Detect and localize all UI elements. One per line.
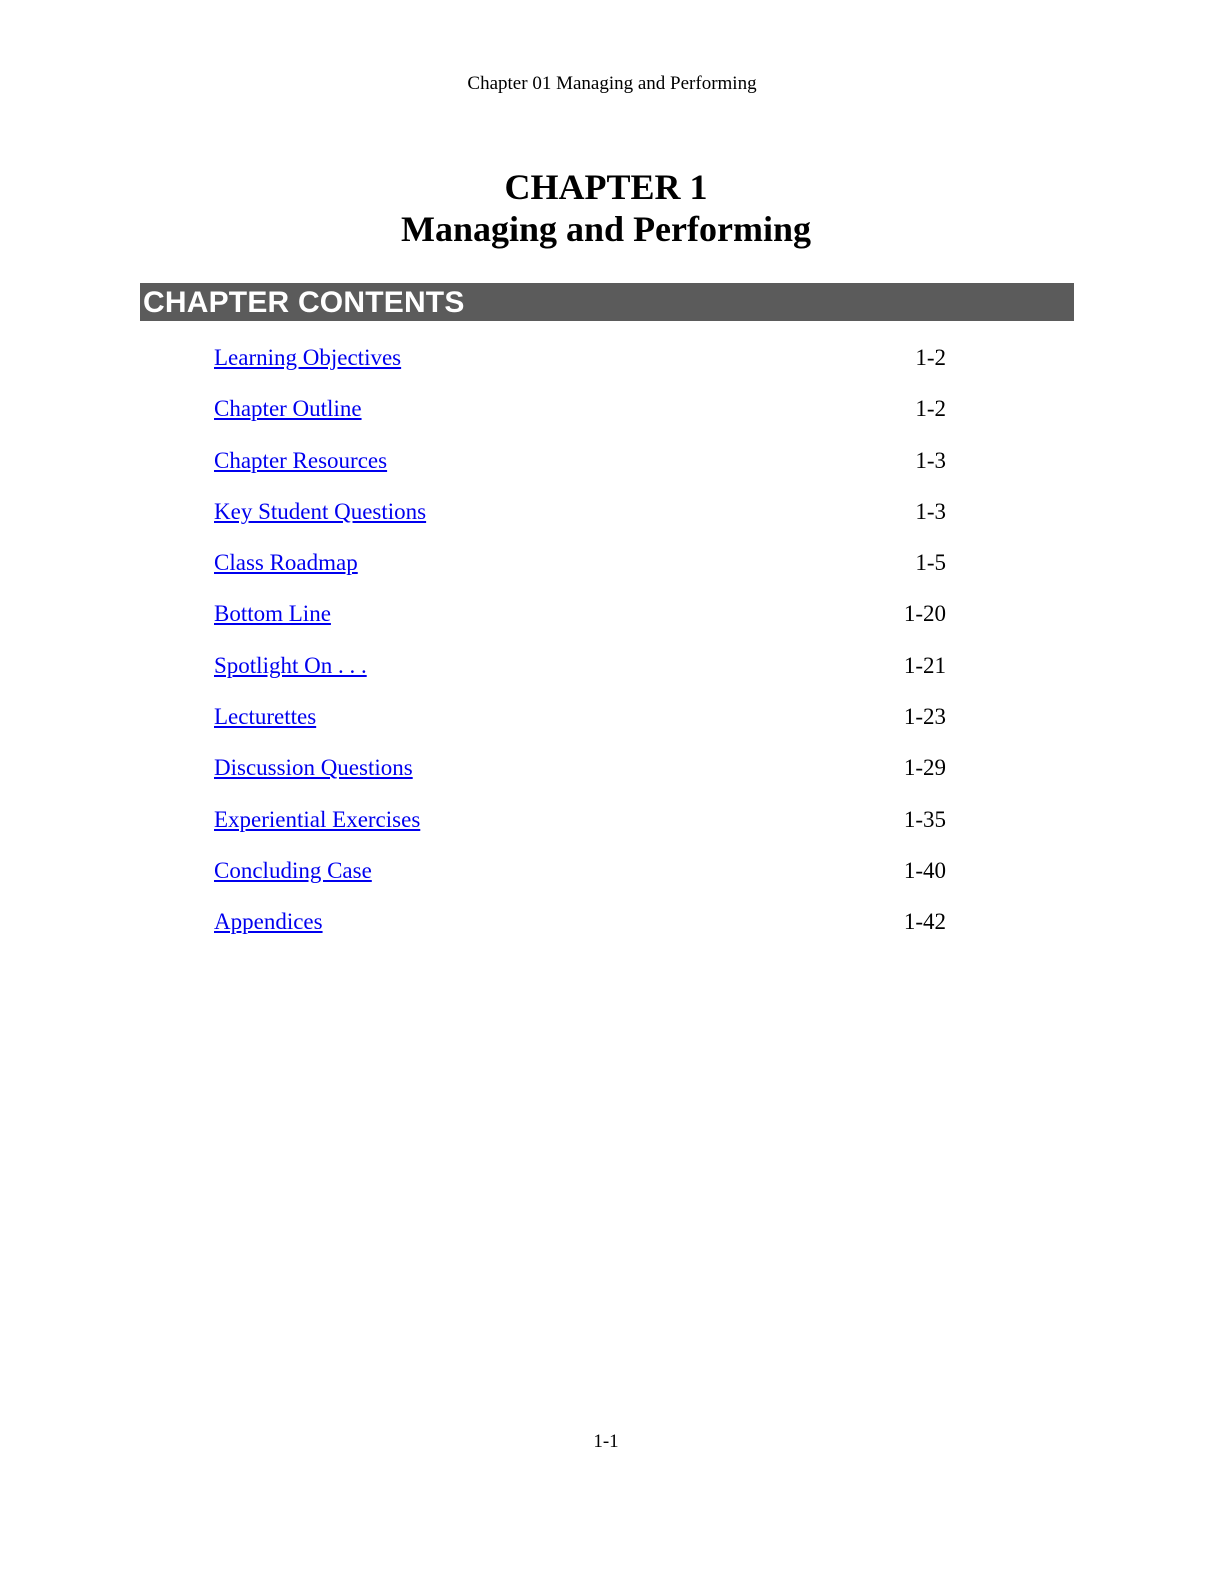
toc-row-concluding-case bbox=[214, 853, 946, 904]
toc-row-spotlight-on bbox=[214, 648, 946, 699]
toc-link-class-roadmap[interactable]: Class Roadmap bbox=[214, 550, 358, 576]
toc-link-concluding-case[interactable]: Concluding Case bbox=[214, 857, 372, 883]
toc-page-number: 1-23 bbox=[903, 704, 946, 730]
toc-page-number: 1-35 bbox=[903, 806, 946, 832]
table-of-contents bbox=[214, 340, 946, 956]
toc-row-chapter-outline bbox=[214, 391, 946, 442]
toc-row-class-roadmap bbox=[214, 545, 946, 596]
toc-page-number: 1-3 bbox=[915, 498, 946, 524]
toc-row-experiential-exercises bbox=[214, 802, 946, 853]
chapter-name-title: Managing and Performing bbox=[401, 209, 811, 249]
toc-page-number: 1-21 bbox=[903, 652, 946, 678]
toc-row-learning-objectives bbox=[214, 340, 946, 391]
toc-link-discussion-questions[interactable]: Discussion Questions bbox=[214, 755, 413, 781]
chapter-contents-heading: CHAPTER CONTENTS bbox=[143, 286, 465, 319]
toc-link-appendices[interactable]: Appendices bbox=[214, 909, 323, 935]
toc-row-bottom-line bbox=[214, 596, 946, 647]
toc-link-chapter-outline[interactable]: Chapter Outline bbox=[214, 396, 362, 422]
toc-link-chapter-resources[interactable]: Chapter Resources bbox=[214, 447, 388, 473]
toc-link-bottom-line[interactable]: Bottom Line bbox=[214, 601, 331, 627]
toc-link-experiential-exercises[interactable]: Experiential Exercises bbox=[214, 806, 421, 832]
toc-page-number: 1-5 bbox=[915, 550, 946, 576]
toc-row-discussion-questions bbox=[214, 750, 946, 801]
toc-page-number: 1-29 bbox=[903, 755, 946, 781]
page-number-footer: 1-1 bbox=[593, 1431, 619, 1452]
toc-page-number: 1-2 bbox=[915, 396, 946, 422]
toc-page-number: 1-3 bbox=[915, 447, 946, 473]
toc-row-chapter-resources bbox=[214, 443, 946, 494]
chapter-contents-bar bbox=[140, 283, 1074, 321]
toc-link-lecturettes[interactable]: Lecturettes bbox=[214, 704, 317, 730]
toc-page-number: 1-40 bbox=[903, 857, 946, 883]
running-header: Chapter 01 Managing and Performing bbox=[467, 73, 757, 94]
toc-page-number: 1-42 bbox=[903, 909, 946, 935]
toc-link-key-student-questions[interactable]: Key Student Questions bbox=[214, 498, 427, 524]
toc-page-number: 1-2 bbox=[915, 345, 946, 370]
toc-page-number: 1-20 bbox=[903, 601, 946, 627]
toc-row-lecturettes bbox=[214, 699, 946, 750]
chapter-title-block bbox=[0, 166, 1212, 250]
toc-link-spotlight-on[interactable]: Spotlight On . . . bbox=[214, 652, 367, 678]
toc-link-learning-objectives[interactable]: Learning Objectives bbox=[214, 345, 402, 370]
toc-row-appendices bbox=[214, 904, 946, 955]
chapter-number-title: CHAPTER 1 bbox=[504, 167, 708, 207]
toc-row-key-student-questions bbox=[214, 494, 946, 545]
